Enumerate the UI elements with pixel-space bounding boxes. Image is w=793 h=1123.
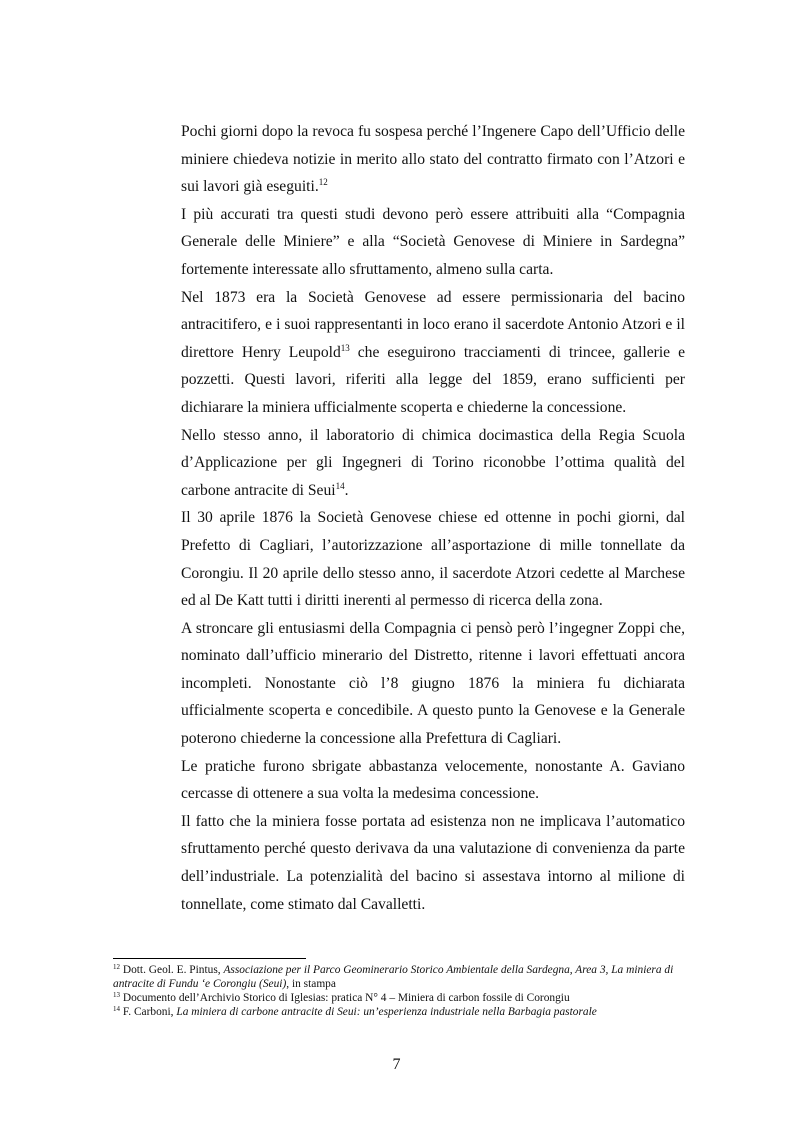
- paragraph-text: che eseguirono tracciamenti di trincee, gallerie e pozzetti. Questi lavori, riferiti alla legge del 1859, erano sufficienti per dichiarare la miniera ufficialmente scoperta e chiederne la concessione.: [181, 343, 685, 416]
- footnote-separator: [113, 958, 306, 959]
- body-text: [181, 118, 685, 918]
- footnote-12: [113, 963, 713, 991]
- paragraph-6: [181, 615, 685, 753]
- paragraph-7: [181, 753, 685, 808]
- footnote-text: Documento dell’Archivio Storico di Iglesias: pratica N° 4 – Miniera di carbon fossile di Corongiu: [120, 992, 570, 1004]
- footnote-title: La miniera di carbone antracite di Seui: un’esperienza industriale nella Barbagia pastorale: [176, 1006, 597, 1018]
- footnote-ref-13[interactable]: 13: [340, 342, 350, 353]
- footnote-number: 12: [113, 963, 120, 971]
- paragraph-8: [181, 808, 685, 918]
- paragraph-3: [181, 284, 685, 422]
- paragraph-text: Il fatto che la miniera fosse portata ad esistenza non ne implicava l’automatico sfruttamento perché questo derivava da una valutazione di convenienza da parte dell’industriale. La potenzialità del bacino si assestava intorno al milione di tonnellate, come stimato dal Cavalletti.: [181, 812, 685, 913]
- footnote-ref-14[interactable]: 14: [335, 480, 345, 491]
- paragraph-4: [181, 422, 685, 505]
- paragraph-text: Pochi giorni dopo la revoca fu sospesa perché l’Ingenere Capo dell’Ufficio delle miniere chiedeva notizie in merito allo stato del contratto firmato con l’Atzori e sui lavori già eseguiti.: [181, 123, 685, 196]
- page-number: 7: [392, 1056, 401, 1073]
- footnotes: [113, 963, 713, 1019]
- paragraph-text: Il 30 aprile 1876 la Società Genovese chiese ed ottenne in pochi giorni, dal Prefetto di Cagliari, l’autorizzazione all’asportazione di mille tonnellate da Corongiu. Il 20 aprile dello stesso anno, il sacerdote Atzori cedette al Marchese ed al De Katt tutti i diritti inerenti al permesso di ricerca della zona.: [181, 509, 685, 610]
- footnote-title: Associazione per il Parco Geominerario Storico Ambientale della Sardegna, Area 3, La miniera di antracite di Fundu ‘e Corongiu (Seui): [113, 964, 674, 990]
- footnote-number: 13: [113, 991, 120, 999]
- paragraph-text: Nello stesso anno, il laboratorio di chimica docimastica della Regia Scuola d’Applicazione per gli Ingegneri di Torino riconobbe l’ottima qualità del carbone antracite di Seui: [181, 426, 685, 499]
- paragraph-1: [181, 118, 685, 201]
- footnote-text: Dott. Geol. E. Pintus,: [120, 964, 224, 976]
- footnote-14: [113, 1005, 713, 1019]
- paragraph-5: [181, 504, 685, 614]
- paragraph-text: A stroncare gli entusiasmi della Compagnia ci pensò però l’ingegner Zoppi che, nominato dall’ufficio minerario del Distretto, ritenne i lavori effettuati ancora incompleti. Nonostante ciò l’8 giugno 1876 la miniera fu dichiarata ufficialmente scoperta e concedibile. A questo punto la Genovese e la Generale poterono chiederne la concessione alla Prefettura di Cagliari.: [181, 619, 685, 748]
- paragraph-text: .: [344, 481, 349, 499]
- footnote-ref-12[interactable]: 12: [318, 177, 328, 188]
- footnote-text: F. Carboni,: [120, 1006, 177, 1018]
- paragraph-text: I più accurati tra questi studi devono però essere attribuiti alla “Compagnia Generale delle Miniere” e alla “Società Genovese di Miniere in Sardegna” fortemente interessate allo sfruttamento, almeno sulla carta.: [181, 205, 685, 278]
- paragraph-text: Nel 1873 era la Società Genovese ad essere permissionaria del bacino antracitifero, e i suoi rappresentanti in loco erano il sacerdote Antonio Atzori e il direttore Henry Leupold: [181, 288, 685, 361]
- footnote-text: , in stampa: [286, 978, 336, 990]
- paragraph-text: Le pratiche furono sbrigate abbastanza velocemente, nonostante A. Gaviano cercasse di ottenere a sua volta la medesima concessione.: [181, 757, 685, 803]
- paragraph-2: [181, 201, 685, 284]
- footnote-13: [113, 991, 713, 1005]
- footnote-number: 14: [113, 1005, 120, 1013]
